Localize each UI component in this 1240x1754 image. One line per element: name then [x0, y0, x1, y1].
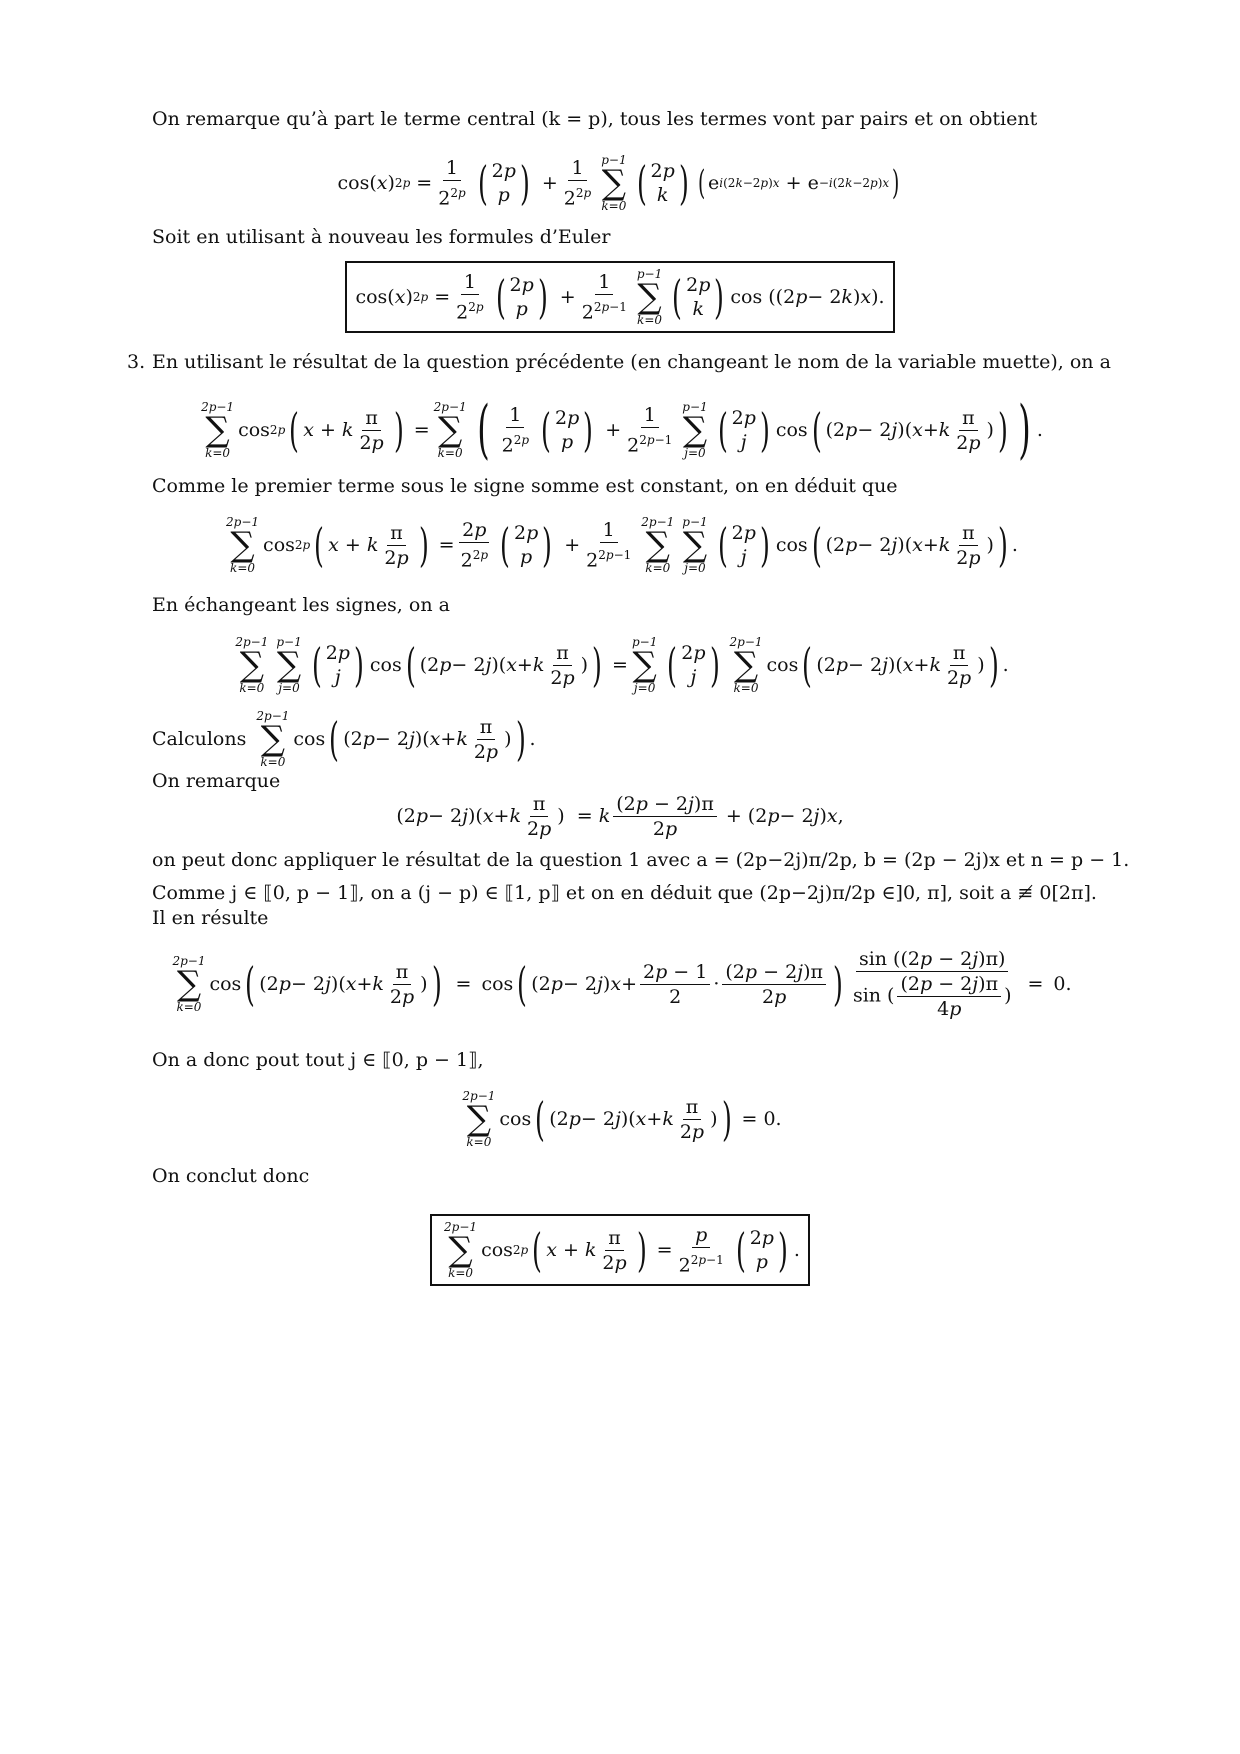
paragraph-range-argument: Comme j ∈ ⟦0, p − 1⟧, on a (j − p) ∈ ⟦1, p⟧ et on en déduit que (2p−2j)π/2p ∈]0, π], soit a ≢ 0[2π].	[152, 882, 1097, 904]
equation-argument-split	[0, 790, 1240, 842]
equation-cos-power-boxed	[0, 262, 1240, 332]
equation-body: 2p−1 ∑ k=0 cos ( (2 p − 2 j )( x + k $\frac{\pi}{2p}$ ) ) = cos ( (2 p − 2 j ) x + $\frac{2p - 1}{2}$ · $\frac{(2p - 2j)\pi}{2p}$ ) sin ((2p − 2j)π) sin ( $\frac{(2p - 2j)\pi}{4p}$ ) = 0.	[172, 948, 1072, 1020]
paragraph-central-term: On remarque qu’à part le terme central (k = p), tous les termes vont par pairs et on obtient	[152, 108, 1038, 130]
equation-body: cos( x ) 2p = $\frac{1}{2^{2p}}$ ( 2p p ) + $\frac{1}{2^{2p}}$ p−1 ∑ k=0 ( 2p k ) ( e i(2k−2p)x + e −i(2k−2p)x )	[337, 153, 900, 213]
equation-body: 2p−1 ∑ k=0 cos 2p ( x + k $\frac{\pi}{2p}$ ) = $\frac{2p}{2^{2p}}$ ( 2p p ) + $\frac{1}{2^{2p-1}}$ 2p−1 ∑ k=0 p−1 ∑ j=0 ( 2p j ) cos ( (2 p − 2 j )( x + k $\frac{\pi}{2p}$ ) ) .	[226, 515, 1018, 575]
paragraph-il-en-resulte: Il en résulte	[152, 907, 269, 929]
paragraph-on-remarque: On remarque	[152, 770, 281, 792]
equation-body: 2p−1 ∑ k=0 cos ( (2 p − 2 j )( x + k $\frac{\pi}{2p}$ ) ) = 0.	[462, 1089, 782, 1149]
equation-sum-evaluates-zero	[0, 944, 1240, 1024]
equation-body: 2p−1 ∑ k=0 p−1 ∑ j=0 ( 2p j ) cos ( (2 p − 2 j )( x + k $\frac{\pi}{2p}$ ) ) = p−1 ∑ j=0 ( 2p j ) 2p−1 ∑ k=0 cos ( (2 p − 2 j )( x + k $\frac{\pi}{2p}$ ) ) .	[235, 635, 1009, 695]
paragraph-for-all-j: On a donc pout tout j ∈ ⟦0, p − 1⟧,	[152, 1049, 484, 1071]
item-3-text: En utilisant le résultat de la question précédente (en changeant le nom de la variable muette), on a	[152, 351, 1111, 373]
paragraph-constant-term: Comme le premier terme sous le signe somme est constant, on en déduit que	[152, 475, 898, 497]
paragraph-swap-sums: En échangeant les signes, on a	[152, 594, 450, 616]
equation-swapped-sums	[0, 632, 1240, 698]
paragraph-apply-question-1: on peut donc appliquer le résultat de la question 1 avec a = (2p−2j)π/2p, b = (2p − 2j)x et n = p − 1.	[152, 849, 1130, 871]
calculons-label: Calculons	[152, 728, 247, 750]
equation-body: (2 p − 2 j )( x + k $\frac{\pi}{2p}$ ) = k $\frac{(2p - 2j)\pi}{2p}$ + (2 p − 2 j ) x ,	[396, 792, 844, 840]
equation-body: Calculons 2p−1 ∑ k=0 cos ( (2 p − 2 j )( x + k $\frac{\pi}{2p}$ ) ) .	[152, 709, 536, 769]
boxed-final-result: 2p−1 ∑ k=0 cos 2p ( x + k $\frac{\pi}{2p}$ ) = $\frac{p}{2^{2p-1}}$ ( 2p p ) .	[430, 1214, 810, 1286]
equation-final-result	[0, 1212, 1240, 1288]
equation-body: 2p−1 ∑ k=0 cos 2p ( x + k $\frac{\pi}{2p}$ ) = 2p−1 ∑ k=0 ( $\frac{1}{2^{2p}}$ ( 2p p ) + $\frac{1}{2^{2p-1}}$ p−1 ∑ j=0 ( 2p j ) cos ( (2 p − 2 j )( x + k $\frac{\pi}{2p}$ ) ) ) .	[201, 393, 1043, 467]
equation-sum-cos-constant	[0, 512, 1240, 578]
equation-sum-cos-expansion	[0, 392, 1240, 468]
equation-sum-cos-zero	[0, 1086, 1240, 1152]
calculons-line	[0, 706, 1240, 772]
item-number-3: 3.	[127, 351, 146, 373]
paragraph-euler-formulas: Soit en utilisant à nouveau les formules d’Euler	[152, 226, 611, 248]
paragraph-conclusion: On conclut donc	[152, 1165, 310, 1187]
boxed-result: cos( x ) 2p = $\frac{1}{2^{2p}}$ ( 2p p ) + $\frac{1}{2^{2p-1}}$ p−1 ∑ k=0 ( 2p k ) cos ((2 p − 2 k ) x ).	[345, 261, 894, 333]
equation-cos-power-euler	[0, 148, 1240, 218]
